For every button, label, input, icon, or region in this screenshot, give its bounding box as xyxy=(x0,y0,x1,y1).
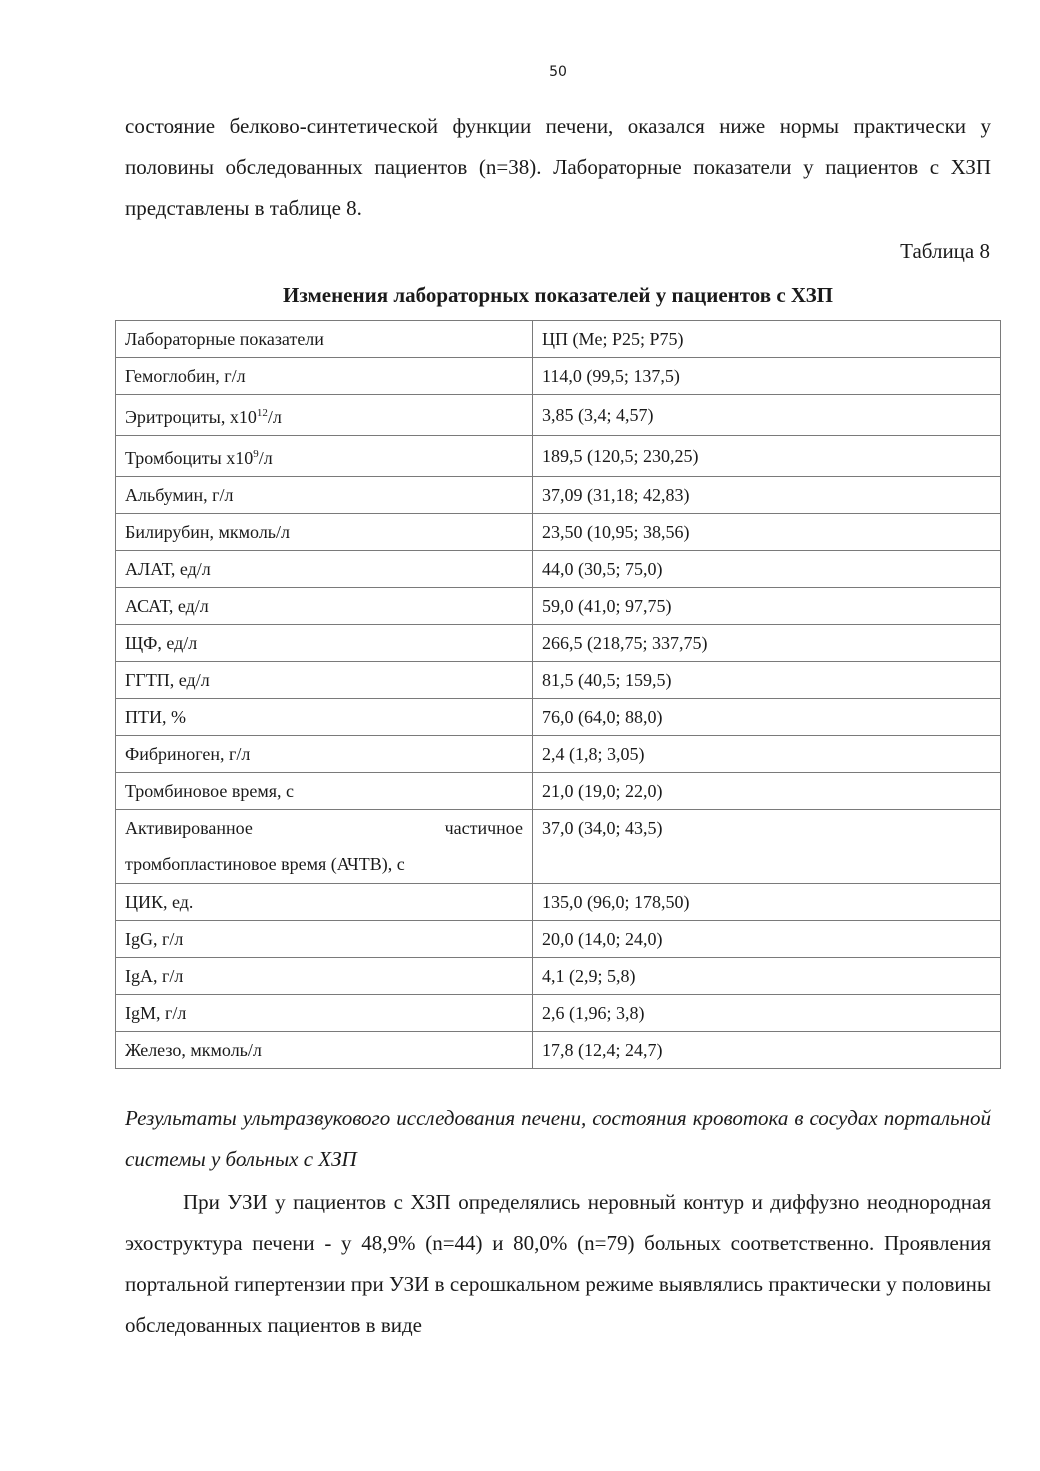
table-row xyxy=(116,477,1001,514)
table-row xyxy=(116,884,1001,921)
row-label xyxy=(116,395,533,436)
row-label: ГГТП, ед/л xyxy=(116,662,533,699)
table-row xyxy=(116,662,1001,699)
row-value: 37,0 (34,0; 43,5) xyxy=(533,810,1001,884)
row-label: АЛАТ, ед/л xyxy=(116,551,533,588)
table-row xyxy=(116,699,1001,736)
label-text: Тромбоциты х10 xyxy=(125,448,254,468)
row-value: 2,4 (1,8; 3,05) xyxy=(533,736,1001,773)
row-label xyxy=(116,436,533,477)
label-superscript: 9 xyxy=(253,448,259,460)
table-row xyxy=(116,810,1001,884)
table-row xyxy=(116,625,1001,662)
row-value: 81,5 (40,5; 159,5) xyxy=(533,662,1001,699)
table-title: Изменения лабораторных показателей у пациентов с ХЗП xyxy=(282,283,833,307)
table-row xyxy=(116,958,1001,995)
row-label: IgM, г/л xyxy=(116,995,533,1032)
label-text: /л xyxy=(258,448,273,468)
row-label: Гемоглобин, г/л xyxy=(116,358,533,395)
table-caption: Таблица 8 xyxy=(900,239,990,263)
row-value: 2,6 (1,96; 3,8) xyxy=(533,995,1001,1032)
row-label: Тромбиновое время, с xyxy=(116,773,533,810)
row-value: 266,5 (218,75; 337,75) xyxy=(533,625,1001,662)
row-label: ЩФ, ед/л xyxy=(116,625,533,662)
table-row xyxy=(116,736,1001,773)
row-value: 114,0 (99,5; 137,5) xyxy=(533,358,1001,395)
section-title: Результаты ультразвукового исследования печени, состояния кровотока в сосудах портальной системы у больных с ХЗП xyxy=(125,1106,991,1171)
table-row xyxy=(116,551,1001,588)
label-line: тромбопластиновое время (АЧТВ), с xyxy=(125,854,405,874)
header-cell: Лабораторные показатели xyxy=(116,321,533,358)
label-text: Активированное xyxy=(125,818,253,838)
row-value: 21,0 (19,0; 22,0) xyxy=(533,773,1001,810)
row-value: 76,0 (64,0; 88,0) xyxy=(533,699,1001,736)
row-value: 135,0 (96,0; 178,50) xyxy=(533,884,1001,921)
row-label: Билирубин, мкмоль/л xyxy=(116,514,533,551)
row-label: IgA, г/л xyxy=(116,958,533,995)
header-cell: ЦП (Me; P25; P75) xyxy=(533,321,1001,358)
label-superscript: 12 xyxy=(256,407,268,419)
table-row xyxy=(116,921,1001,958)
lab-table xyxy=(115,320,1001,1069)
table-row xyxy=(116,358,1001,395)
table-row xyxy=(116,995,1001,1032)
row-value: 17,8 (12,4; 24,7) xyxy=(533,1032,1001,1069)
label-text: Эритроциты, х10 xyxy=(125,407,257,427)
row-value: 189,5 (120,5; 230,25) xyxy=(533,436,1001,477)
row-value: 59,0 (41,0; 97,75) xyxy=(533,588,1001,625)
table-row xyxy=(116,514,1001,551)
label-line xyxy=(125,810,523,846)
row-label: ЦИК, ед. xyxy=(116,884,533,921)
row-label xyxy=(116,810,533,884)
row-value: 37,09 (31,18; 42,83) xyxy=(533,477,1001,514)
row-label: Фибриноген, г/л xyxy=(116,736,533,773)
table-row xyxy=(116,436,1001,477)
label-text: /л xyxy=(267,407,282,427)
row-value: 3,85 (3,4; 4,57) xyxy=(533,395,1001,436)
table-row xyxy=(116,773,1001,810)
table-row xyxy=(116,588,1001,625)
row-value: 23,50 (10,95; 38,56) xyxy=(533,514,1001,551)
body-paragraph: При УЗИ у пациентов с ХЗП определялись неровный контур и диффузно неоднородная эхоструктура печени - у 48,9% (n=44) и 80,0% (n=79) больных соответственно. Проявления портальной гипертензии при УЗИ в серошкальном режиме выявлялись практически у половины обследованных пациентов в виде xyxy=(125,1190,991,1337)
label-text: частичное xyxy=(444,818,523,838)
row-label: АСАТ, ед/л xyxy=(116,588,533,625)
row-value: 20,0 (14,0; 24,0) xyxy=(533,921,1001,958)
row-value: 44,0 (30,5; 75,0) xyxy=(533,551,1001,588)
intro-paragraph: состояние белково-синтетической функции печени, оказался ниже нормы практически у половины обследованных пациентов (n=38). Лабораторные показатели у пациентов с ХЗП представлены в таблице 8. xyxy=(125,114,991,220)
row-label: Железо, мкмоль/л xyxy=(116,1032,533,1069)
row-value: 4,1 (2,9; 5,8) xyxy=(533,958,1001,995)
row-label: Альбумин, г/л xyxy=(116,477,533,514)
row-label: IgG, г/л xyxy=(116,921,533,958)
table-row xyxy=(116,395,1001,436)
page-number: 50 xyxy=(549,64,567,80)
row-label: ПТИ, % xyxy=(116,699,533,736)
table-row xyxy=(116,1032,1001,1069)
table-header-row xyxy=(116,321,1001,358)
